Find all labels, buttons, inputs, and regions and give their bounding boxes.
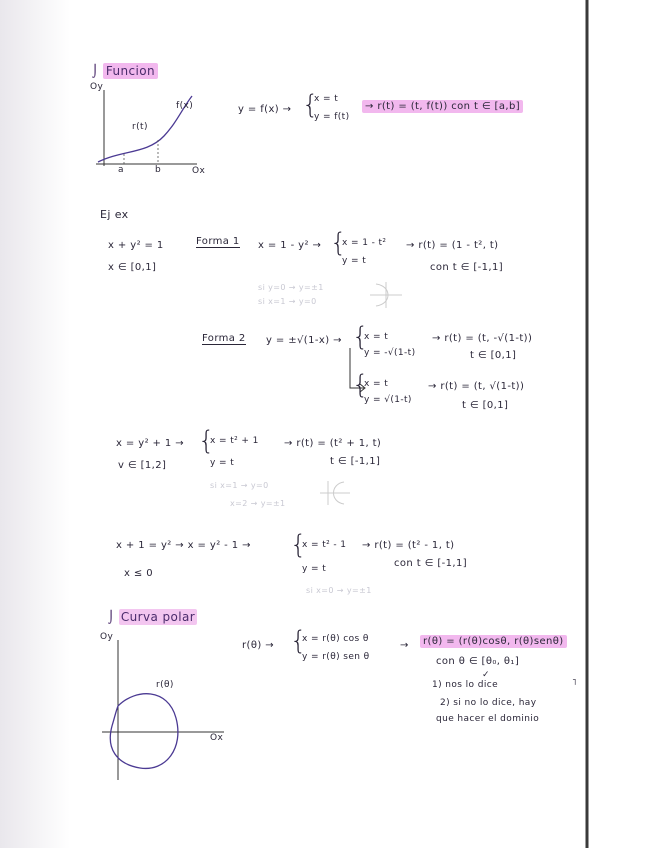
polar-graph <box>96 636 236 786</box>
e2-note2: x=2 → y=±1 <box>230 499 286 508</box>
heading-funcion: Funcion <box>103 63 158 79</box>
brace: { <box>290 626 307 656</box>
f2-b-con: t ∈ [0,1] <box>462 400 509 411</box>
forma1-label: Forma 1 <box>196 236 240 247</box>
e3-note1: si x=0 → y=±1 <box>306 586 372 595</box>
f2-b-result: → r(t) = (t, √(1-t)) <box>428 381 525 392</box>
f1-con: con t ∈ [-1,1] <box>430 262 504 273</box>
graph-ox: Ox <box>192 166 206 176</box>
polar-sys-x: x = r(θ) cos θ <box>302 634 369 644</box>
f1-sys-y: y = t <box>342 256 367 266</box>
e1-equation: x + y² = 1 <box>108 240 164 251</box>
sketch-faint <box>318 478 352 508</box>
f1-result: → r(t) = (1 - t², t) <box>406 240 499 251</box>
graph-rt: r(t) <box>132 122 148 132</box>
e2-sys-x: x = t² + 1 <box>210 436 259 446</box>
graph-oy: Oy <box>90 82 104 92</box>
bracket-mark: ˥ <box>572 678 577 688</box>
e3-domain: x ≤ 0 <box>124 568 154 579</box>
polar-r: r(θ) <box>156 680 174 690</box>
graph-b: b <box>155 165 162 175</box>
sys1-x: x = t <box>314 94 339 104</box>
e3-equation: x + 1 = y² → x = y² - 1 → <box>116 540 251 551</box>
e3-con: con t ∈ [-1,1] <box>394 558 468 569</box>
polar-eq: r(θ) → <box>242 640 274 651</box>
polar-note3: que hacer el dominio <box>436 714 540 724</box>
ejemplo-label: Ej ex <box>100 208 129 221</box>
graph-fx: f(x) <box>176 101 194 111</box>
f1-equation: x = 1 - y² → <box>258 240 322 251</box>
f2-b-x: x = t <box>364 379 389 389</box>
polar-result: r(θ) = (r(θ)cosθ, r(θ)senθ) <box>420 635 567 648</box>
f2-a-con: t ∈ [0,1] <box>470 350 517 361</box>
function-graph <box>92 84 212 179</box>
brace: { <box>198 426 215 456</box>
polar-con: con θ ∈ [θ₀, θ₁] <box>436 656 520 667</box>
brace: { <box>330 228 347 258</box>
polar-note2: 2) si no lo dice, hay <box>440 698 537 708</box>
brace: { <box>352 370 369 400</box>
brace: { <box>352 322 369 352</box>
f1-note2: si x=1 → y=0 <box>258 297 317 306</box>
sketch-faint <box>366 280 406 310</box>
graph-a: a <box>118 165 124 175</box>
e2-sys-y: y = t <box>210 458 235 468</box>
bullet: ⌡ <box>108 610 115 624</box>
e3-result: → r(t) = (t² - 1, t) <box>362 540 455 551</box>
e3-sys-x: x = t² - 1 <box>302 540 347 550</box>
e2-con: t ∈ [-1,1] <box>330 456 381 467</box>
f1-note1: si y=0 → y=±1 <box>258 283 324 292</box>
polar-sys-y: y = r(θ) sen θ <box>302 652 370 662</box>
result-r-t: → r(t) = (t, f(t)) con t ∈ [a,b] <box>362 100 523 113</box>
arrow: → <box>400 640 409 651</box>
e2-result: → r(t) = (t² + 1, t) <box>284 438 382 449</box>
polar-note1: 1) nos lo dice <box>432 680 499 690</box>
forma2-label: Forma 2 <box>202 333 246 344</box>
f1-sys-x: x = 1 - t² <box>342 238 387 248</box>
f2-a-result: → r(t) = (t, -√(1-t)) <box>432 333 533 344</box>
e1-domain: x ∈ [0,1] <box>108 262 157 273</box>
e2-note1: si x=1 → y=0 <box>210 481 269 490</box>
eq-y-fx: y = f(x) → <box>238 104 292 115</box>
sys1-y: y = f(t) <box>314 112 350 122</box>
brace: { <box>290 530 307 560</box>
f2-b-y: y = √(1-t) <box>364 395 412 405</box>
polar-ox: Ox <box>210 733 224 743</box>
f2-a-x: x = t <box>364 332 389 342</box>
f2-a-y: y = -√(1-t) <box>364 348 416 358</box>
brace: { <box>302 90 319 120</box>
polar-oy: Oy <box>100 632 114 642</box>
check-mark: ✓ <box>482 670 490 680</box>
heading-curva-polar: Curva polar <box>120 610 196 624</box>
f2-equation: y = ±√(1-x) → <box>266 335 342 346</box>
e3-sys-y: y = t <box>302 564 327 574</box>
e2-domain: v ∈ [1,2] <box>118 460 167 471</box>
e2-equation: x = y² + 1 → <box>116 438 185 449</box>
bullet: ⌡ <box>92 64 99 78</box>
